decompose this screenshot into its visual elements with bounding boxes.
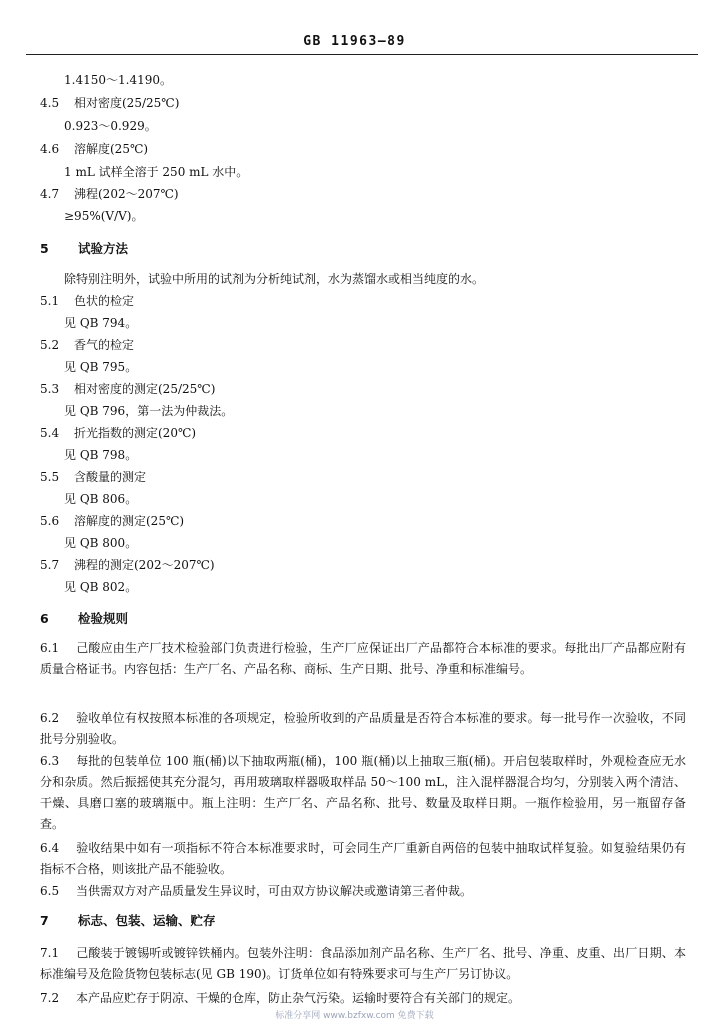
clause-4-7	[40, 186, 179, 203]
clause-title: 溶解度的测定(25℃)	[74, 514, 185, 528]
clause-text: 当供需双方对产品质量发生异议时，可由双方协议解决或邀请第三者仲裁。	[76, 884, 473, 898]
clause-number: 5.1	[40, 294, 60, 308]
clause-number: 5.3	[40, 382, 60, 396]
clause-5-4	[40, 425, 196, 442]
clause-5-6	[40, 513, 184, 530]
clause-text: 本产品应贮存于阴凉、干燥的仓库，防止杂气污染。运输时要符合有关部门的规定。	[76, 991, 521, 1005]
clause-number: 5.2	[40, 338, 60, 352]
clause-number: 5.7	[40, 558, 60, 572]
clause-title: 含酸量的测定	[74, 470, 147, 484]
section-title: 标志、包装、运输、贮存	[78, 913, 216, 928]
boiling-range-value: ≥95%(V/V)。	[64, 209, 144, 223]
clause-5-3	[40, 381, 215, 398]
clause-title: 香气的检定	[74, 338, 135, 352]
clause-6-5	[40, 881, 686, 902]
clause-6-2	[40, 708, 686, 750]
clause-number: 6.2	[40, 711, 60, 725]
clause-text: 验收结果中如有一项指标不符合本标准要求时，可会同生产厂重新自两倍的包装中抽取试样复验。如复验结果仍有指标不合格，则该批产品不能验收。	[40, 841, 686, 876]
section-7-heading	[40, 912, 216, 929]
header-rule	[26, 54, 698, 55]
clause-5-5-ref: 见 QB 806。	[64, 492, 138, 506]
clause-text: 验收单位有权按照本标准的各项规定，检验所收到的产品质量是否符合本标准的要求。每一批号作一次验收，不同批号分别验收。	[40, 711, 686, 746]
clause-6-1	[40, 638, 686, 680]
clause-title: 相对密度(25/25℃)	[74, 96, 180, 110]
standard-code-header: GB 11963—89	[303, 34, 406, 49]
clause-4-6	[40, 141, 148, 158]
section-5-intro: 除特别注明外，试验中所用的试剂为分析纯试剂，水为蒸馏水或相当纯度的水。	[64, 272, 485, 286]
clause-text: 己酸应由生产厂技术检验部门负责进行检验，生产厂应保证出厂产品都符合本标准的要求。每批出厂产品都应附有质量合格证书。内容包括：生产厂名、产品名称、商标、生产日期、批号、净重和标准编号。	[40, 641, 686, 676]
clause-number: 5.6	[40, 514, 60, 528]
clause-6-4	[40, 838, 686, 880]
clause-number: 4.7	[40, 187, 60, 201]
clause-number: 4.6	[40, 142, 60, 156]
section-title: 检验规则	[78, 611, 129, 626]
clause-title: 色状的检定	[74, 294, 135, 308]
clause-7-1	[40, 943, 686, 985]
clause-5-1-ref: 见 QB 794。	[64, 316, 138, 330]
clause-number: 6.3	[40, 754, 60, 768]
clause-text: 每批的包装单位 100 瓶(桶)以下抽取两瓶(桶)，100 瓶(桶)以上抽取三瓶(桶)。开启包装取样时，外观检查应无水分和杂质。然后振摇使其充分混匀，再用玻璃取样器吸取样品 50～100 mL，注入混样器混合均匀，分别装入两个清洁、干燥、具磨口塞的玻璃瓶中。瓶上注明：生产厂名、产品名称、批号、数量及取样日期。一瓶作检验用，另一瓶留存备查。	[40, 754, 686, 831]
clause-number: 7.2	[40, 991, 60, 1005]
clause-number: 7.1	[40, 946, 60, 960]
section-number: 6	[40, 611, 49, 626]
clause-number: 6.4	[40, 841, 60, 855]
clause-text: 己酸装于镀锡听或镀锌铁桶内。包装外注明：食品添加剂产品名称、生产厂名、批号、净重、皮重、出厂日期、本标准编号及危险货物包装标志(见 GB 190)。订货单位如有特殊要求可与生产厂另订协议。	[40, 946, 686, 981]
clause-5-7	[40, 557, 215, 574]
density-value: 0.923～0.929。	[64, 119, 157, 133]
clause-6-3	[40, 751, 686, 835]
clause-number: 5.4	[40, 426, 60, 440]
clause-title: 相对密度的测定(25/25℃)	[74, 382, 216, 396]
clause-number: 4.5	[40, 96, 60, 110]
clause-title: 沸程(202～207℃)	[74, 187, 179, 201]
solubility-value: 1 mL 试样全溶于 250 mL 水中。	[64, 165, 249, 179]
clause-5-6-ref: 见 QB 800。	[64, 536, 138, 550]
section-number: 5	[40, 241, 49, 256]
clause-5-2	[40, 337, 134, 354]
clause-5-4-ref: 见 QB 798。	[64, 448, 138, 462]
clause-number: 5.5	[40, 470, 60, 484]
clause-5-7-ref: 见 QB 802。	[64, 580, 138, 594]
section-5-heading	[40, 240, 128, 257]
section-6-heading	[40, 610, 128, 627]
clause-5-5	[40, 469, 146, 486]
refractive-index-value: 1.4150～1.4190。	[64, 73, 172, 87]
clause-5-3-ref: 见 QB 796，第一法为仲裁法。	[64, 404, 234, 418]
clause-7-2	[40, 988, 686, 1009]
clause-title: 溶解度(25℃)	[74, 142, 149, 156]
watermark-footer: 标准分享网 www.bzfxw.com 免费下载	[275, 1011, 434, 1021]
clause-number: 6.1	[40, 641, 60, 655]
clause-4-5	[40, 95, 179, 112]
clause-5-2-ref: 见 QB 795。	[64, 360, 138, 374]
clause-title: 折光指数的测定(20℃)	[74, 426, 197, 440]
clause-5-1	[40, 293, 134, 310]
clause-title: 沸程的测定(202～207℃)	[74, 558, 215, 572]
section-title: 试验方法	[78, 241, 129, 256]
clause-number: 6.5	[40, 884, 60, 898]
section-number: 7	[40, 913, 49, 928]
